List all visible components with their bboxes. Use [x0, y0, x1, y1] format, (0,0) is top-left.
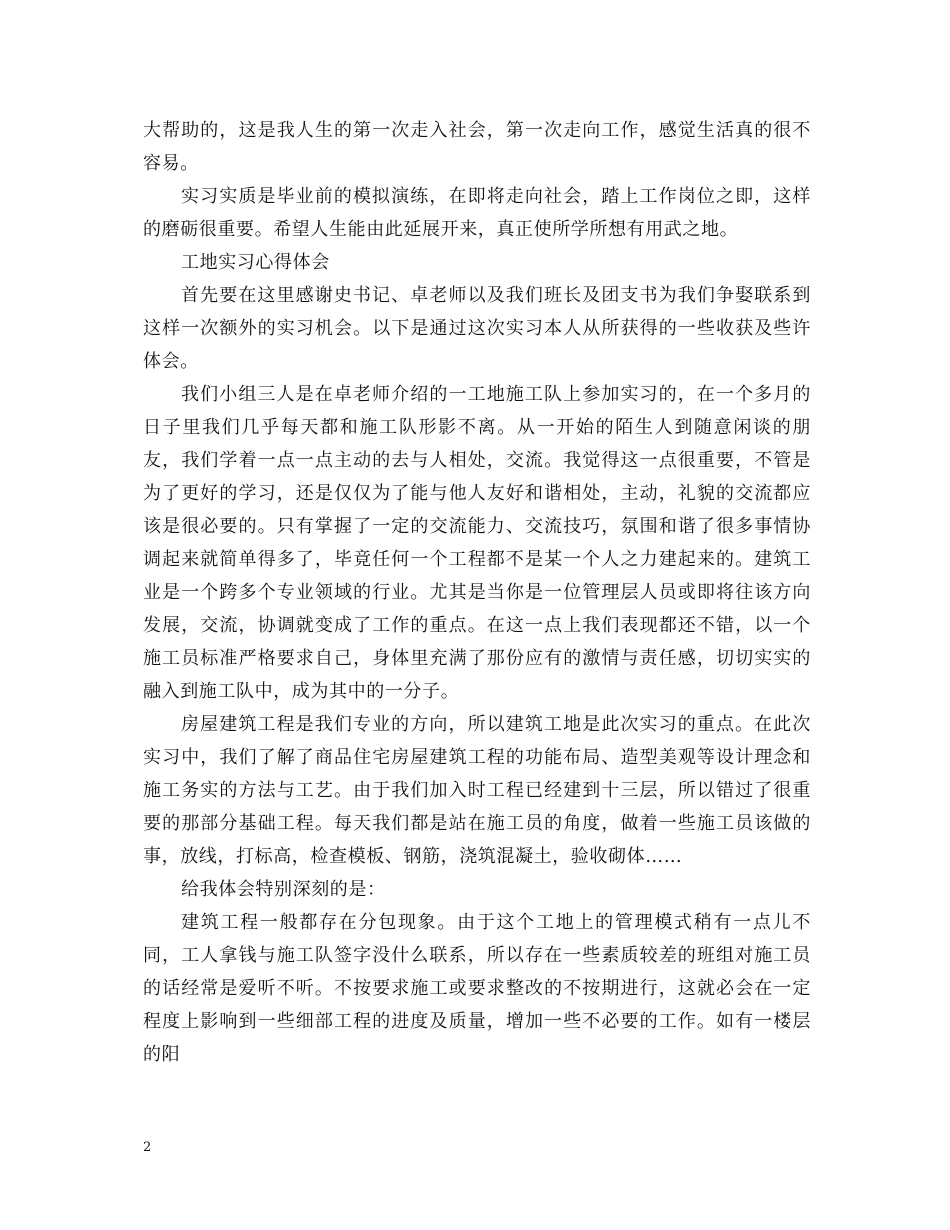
paragraph-2: 实习实质是毕业前的模拟演练，在即将走向社会，踏上工作岗位之即，这样的磨砺很重要。希望人生能由此延展开来，真正使所学所想有用武之地。 [143, 186, 811, 240]
paragraph-5: 房屋建筑工程是我们专业的方向，所以建筑工地是此次实习的重点。在此次实习中，我们了解了商品住宅房屋建筑工程的功能布局、造型美观等设计理念和施工务实的方法与工艺。由于我们加入时工程已经建到十三层，所以错过了很重要的那部分基础工程。每天我们都是站在施工员的角度，做着一些施工员该做的事，放线，打标高，检查模板、钢筋，浇筑混凝土，验收砌体…… [143, 714, 811, 867]
section-heading: 工地实习心得体会 [181, 252, 330, 273]
paragraph-4: 我们小组三人是在卓老师介绍的一工地施工队上参加实习的，在一个多月的日子里我们几乎每天都和施工队形影不离。从一开始的陌生人到随意闲谈的朋友，我们学着一点一点主动的去与人相处，交流。我觉得这一点很重要，不管是为了更好的学习，还是仅仅为了能与他人友好和谐相处，主动，礼貌的交流都应该是很必要的。只有掌握了一定的交流能力、交流技巧，氛围和谐了很多事情协调起来就简单得多了，毕竟任何一个工程都不是某一个人之力建起来的。建筑工业是一个跨多个专业领域的行业。尤其是当你是一位管理层人员或即将往该方向发展，交流，协调就变成了工作的重点。在这一点上我们表现都还不错，以一个施工员标准严格要求自己，身体里充满了那份应有的激情与责任感，切切实实的融入到施工队中，成为其中的一分子。 [143, 384, 811, 702]
paragraph-6: 给我体会特别深刻的是： [181, 879, 386, 900]
paragraph-7: 建筑工程一般都存在分包现象。由于这个工地上的管理模式稍有一点儿不同，工人拿钱与施工队签字没什么联系，所以存在一些素质较差的班组对施工员的话经常是爱听不听。不按要求施工或要求整改的不按期进行，这就必会在一定程度上影响到一些细部工程的进度及质量，增加一些不必要的工作。如有一楼层的阳 [143, 912, 811, 1065]
document-body [143, 114, 811, 1071]
paragraph-3: 首先要在这里感谢史书记、卓老师以及我们班长及团支书为我们争娶联系到这样一次额外的实习机会。以下是通过这次实习本人从所获得的一些收获及些许体会。 [143, 285, 811, 372]
page-number: 2 [143, 1140, 152, 1155]
paragraph-1: 大帮助的，这是我人生的第一次走入社会，第一次走向工作，感觉生活真的很不容易。 [143, 120, 811, 174]
